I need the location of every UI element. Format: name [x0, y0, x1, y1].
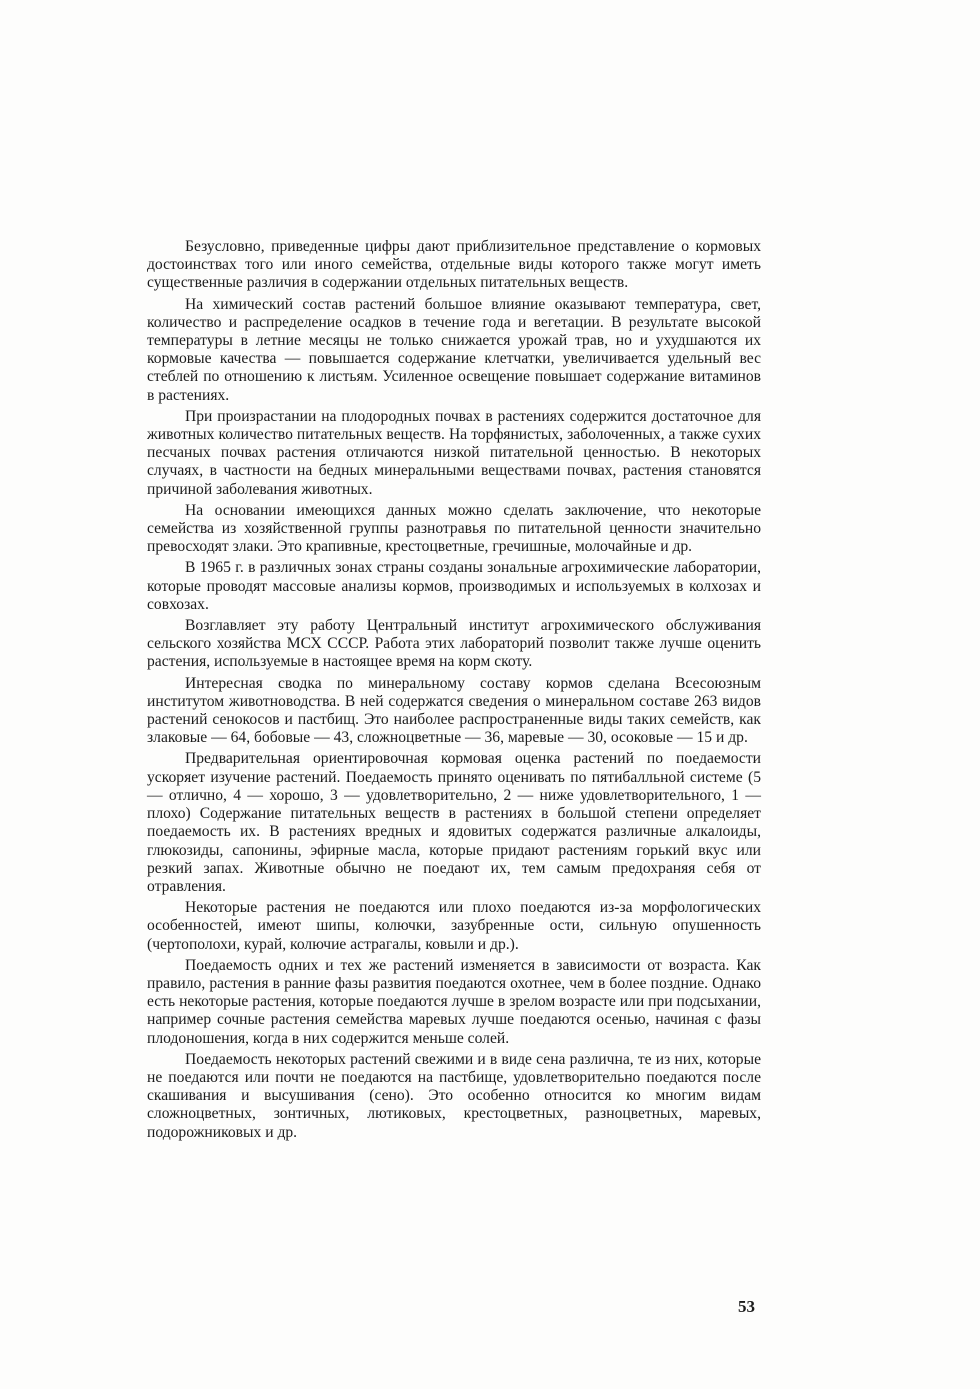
paragraph-3: При произрастании на плодородных почвах в растениях содержится достаточное для животных количество питательных веществ. На торфянистых, заболоченных, а также сухих песчаных почвах растения отличаются низкой питательной ценностью. В некоторых случаях, в частности на бедных минеральными веществами почвах, растения становятся причиной заболевания животных. — [147, 407, 761, 498]
page-number: 53 — [738, 1297, 755, 1316]
paragraph-9: Некоторые растения не поедаются или плохо поедаются из-за морфологических особенностей, имеют шипы, колючки, зазубренные ости, сильную опушенность (чертополохи, курай, колючие астрагалы, ковыли и др.). — [147, 899, 761, 953]
body-text — [147, 238, 761, 1145]
paragraph-11: Поедаемость некоторых растений свежими и в виде сена различна, те из них, которые не поедаются или почти не поедаются на пастбище, удовлетворительно поедаются после скашивания и высушивания (сено). Это особенно относится ко многим видам сложноцветных, зонтичных, лютиковых, крестоцветных, разноцветных, маревых, подорожниковых и др. — [147, 1050, 761, 1141]
paragraph-6: Возглавляет эту работу Центральный институт агрохимического обслуживания сельского хозяйства МСХ СССР. Работа этих лабораторий позволит также лучше оценить растения, используемые в настоящее время на корм скоту. — [147, 617, 761, 671]
paragraph-2: На химический состав растений большое влияние оказывают температура, свет, количество и распределение осадков в течение года и вегетации. В результате высокой температуры в летние месяцы не только снижается урожай трав, но и ухудшаются их кормовые качества — повышается содержание клетчатки, увеличивается удельный вес стеблей по отношению к листьям. Усиленное освещение повышает содержание витаминов в растениях. — [147, 295, 761, 404]
paragraph-8: Предварительная ориентировочная кормовая оценка растений по поедаемости ускоряет изучение растений. Поедаемость принято оценивать по пятибалльной системе (5 — отлично, 4 — хорошо, 3 — удовлетворительно, 2 — ниже удовлетворительного, 1 — плохо) Содержание питательных веществ в растениях в большой степени определяет поедаемость их. В растениях вредных и ядовитых содержатся различные алкалоиды, глюкозиды, сапонины, эфирные масла, которые придают растениям горький вкус или резкий запах. Животные обычно не поедают их, тем самым предохраняя себя от отравления. — [147, 750, 761, 895]
paragraph-10: Поедаемость одних и тех же растений изменяется в зависимости от возраста. Как правило, растения в ранние фазы развития поедаются охотнее, чем в более поздние. Однако есть некоторые растения, которые поедаются лучше в зрелом возрасте или при подсыхании, например сочные растения семейства маревых лучше поедаются осенью, начиная с фазы плодоношения, когда в них содержится меньше солей. — [147, 956, 761, 1047]
paragraph-5: В 1965 г. в различных зонах страны созданы зональные агрохимические лаборатории, которые проводят массовые анализы кормов, производимых и используемых в колхозах и совхозах. — [147, 559, 761, 613]
paragraph-4: На основании имеющихся данных можно сделать заключение, что некоторые семейства из хозяйственной группы разнотравья по питательной ценности значительно превосходят злаки. Это крапивные, крестоцветные, гречишные, молочайные и др. — [147, 501, 761, 556]
paragraph-7: Интересная сводка по минеральному составу кормов сделана Всесоюзным институтом животноводства. В ней содержатся сведения о минеральном составе 263 видов растений сенокосов и пастбищ. Это наиболее распространенные виды таких семейств, как злаковые — 64, бобовые — 43, сложноцветные — 36, маревые — 30, осоковые — 15 и др. — [147, 674, 761, 747]
paragraph-1: Безусловно, приведенные цифры дают приблизительное представление о кормовых достоинствах того или иного семейства, отдельные виды которого также могут иметь существенные различия в содержании отдельных питательных веществ. — [147, 238, 761, 292]
